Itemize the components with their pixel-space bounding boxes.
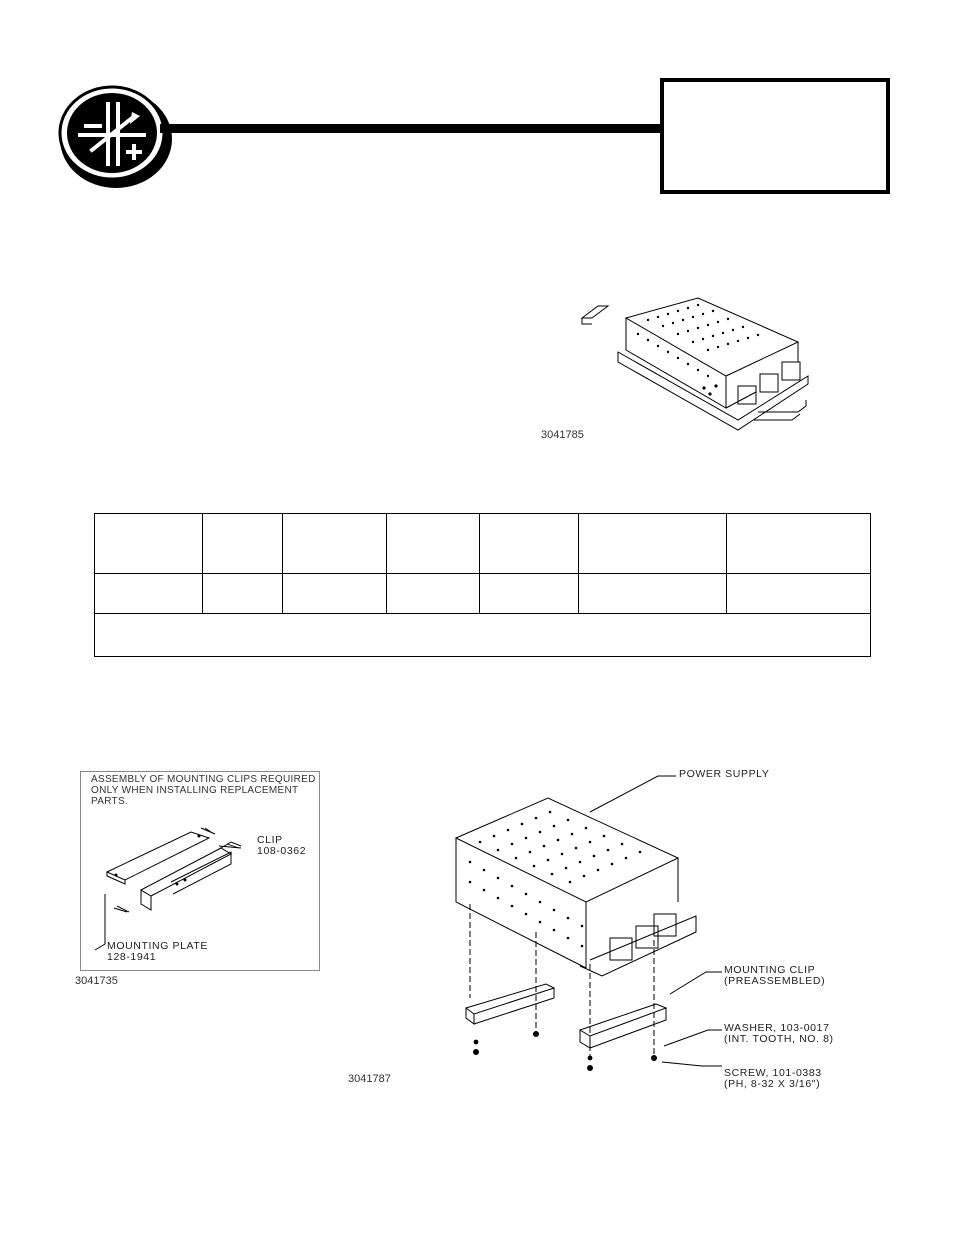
figure-id-inset: 3041735: [75, 975, 118, 987]
company-logo-icon: [56, 82, 174, 190]
assembly-note: ASSEMBLY OF MOUNTING CLIPS REQUIRED ONLY WHEN INSTALLING REPLACEMENT PARTS.: [91, 774, 316, 807]
power-supply-on-rail-icon: [578, 290, 810, 436]
power-supply-label: POWER SUPPLY: [679, 768, 770, 780]
table-row: [95, 574, 870, 614]
clip-label: CLIP 108-0362: [257, 834, 307, 857]
figure-id-top: 3041785: [541, 429, 584, 441]
clip-assembly-inset: [80, 771, 320, 971]
mounting-clip-label: MOUNTING CLIP (PREASSEMBLED): [724, 964, 826, 987]
figure-id-main: 3041787: [348, 1073, 391, 1085]
header-rule: [160, 124, 664, 133]
specifications-table: [94, 513, 871, 657]
table-header-row: [95, 514, 870, 574]
screw-label: SCREW, 101-0383 (PH, 8-32 X 3/16"): [724, 1067, 822, 1090]
mounting-plate-label: MOUNTING PLATE 128-1941: [107, 940, 208, 963]
washer-label: WASHER, 103-0017 (INT. TOOTH, NO. 8): [724, 1022, 834, 1045]
document-number-box: [660, 78, 890, 194]
